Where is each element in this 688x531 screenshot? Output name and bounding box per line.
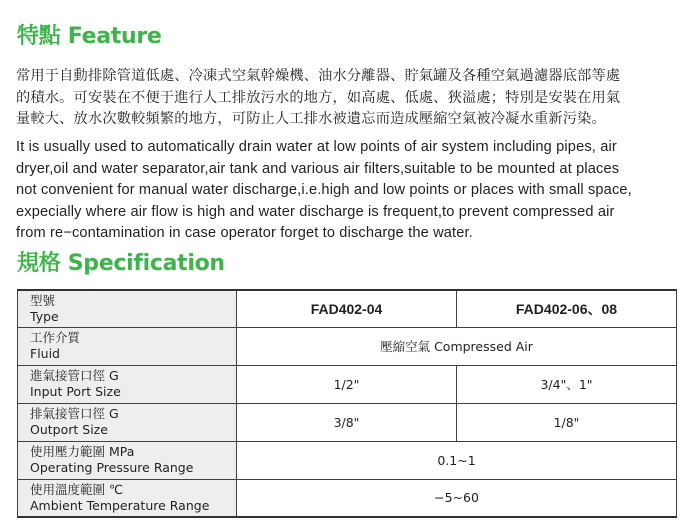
label-zh: 工作介質 <box>30 330 81 345</box>
cell-value: −5~60 <box>237 479 677 517</box>
label-en: Operating Pressure Range <box>30 460 194 475</box>
en-line: expecially where air flow is high and water discharge is frequent,to prevent compressed air <box>16 203 615 220</box>
table-row-temperature <box>18 479 677 517</box>
en-line: It is usually used to automatically drain water at low points of air system including pipes, air <box>16 139 617 155</box>
cell-value: 0.1~1 <box>237 441 677 479</box>
cell-value: 1/8" <box>457 403 677 441</box>
en-line: dryer,oil and water separator,air tank and various air filters,suitable to be mounted at places <box>16 160 620 177</box>
label-zh: 進氣接管口徑 G <box>30 368 119 383</box>
table-row-fluid <box>18 327 677 365</box>
cell-value: 1/2" <box>237 365 457 403</box>
label-en: Type <box>30 308 59 324</box>
row-label <box>18 365 237 403</box>
cell-value: 壓縮空氣 Compressed Air <box>237 327 677 365</box>
model-header: FAD402-06、08 <box>457 290 677 327</box>
zh-line: 常用于自動排除管道低處、冷凍式空氣幹燥機、油水分離器、貯氣罐及各種空氣過濾器底部等處 <box>16 68 621 84</box>
label-zh: 排氣接管口徑 G <box>30 406 119 421</box>
label-en: Outport Size <box>30 422 108 437</box>
specification-table <box>17 289 677 518</box>
zh-line: 的積水。可安裝在不便于進行人工排放污水的地方，如高處、低處、狹溢處；特別是安裝在用氣 <box>16 89 621 106</box>
feature-description-english <box>16 137 680 245</box>
specification-heading: 規格 Specification <box>17 251 225 276</box>
label-zh: 使用壓力範圍 MPa <box>30 444 135 459</box>
feature-description-chinese <box>16 66 680 131</box>
table-row-type <box>18 290 677 327</box>
cell-value: 3/4"、1" <box>457 365 677 403</box>
model-header: FAD402-04 <box>237 290 457 327</box>
table-row-input-port <box>18 365 677 403</box>
zh-line: 量較大、放水次數較頻繁的地方，可防止人工排水被遺忘而造成壓縮空氣被冷凝水重新污染。 <box>16 111 606 127</box>
label-en: Fluid <box>30 346 60 361</box>
row-label <box>18 327 237 365</box>
cell-value: 3/8" <box>237 403 457 441</box>
feature-heading: 特點 Feature <box>17 24 162 49</box>
en-line: from re−contamination in case operator forget to discharge the water. <box>16 225 473 242</box>
row-label <box>18 403 237 441</box>
row-label <box>18 479 237 517</box>
label-zh: 使用溫度範圍 ℃ <box>30 481 124 497</box>
table-row-outport <box>18 403 677 441</box>
table-row-pressure <box>18 441 677 479</box>
row-label <box>18 290 237 327</box>
label-en: Input Port Size <box>30 384 121 399</box>
en-line: not convenient for manual water discharge,i.e.high and low points or places with small space, <box>16 182 632 199</box>
label-zh: 型號 <box>30 292 56 308</box>
row-label <box>18 441 237 479</box>
label-en: Ambient Temperature Range <box>30 497 210 513</box>
